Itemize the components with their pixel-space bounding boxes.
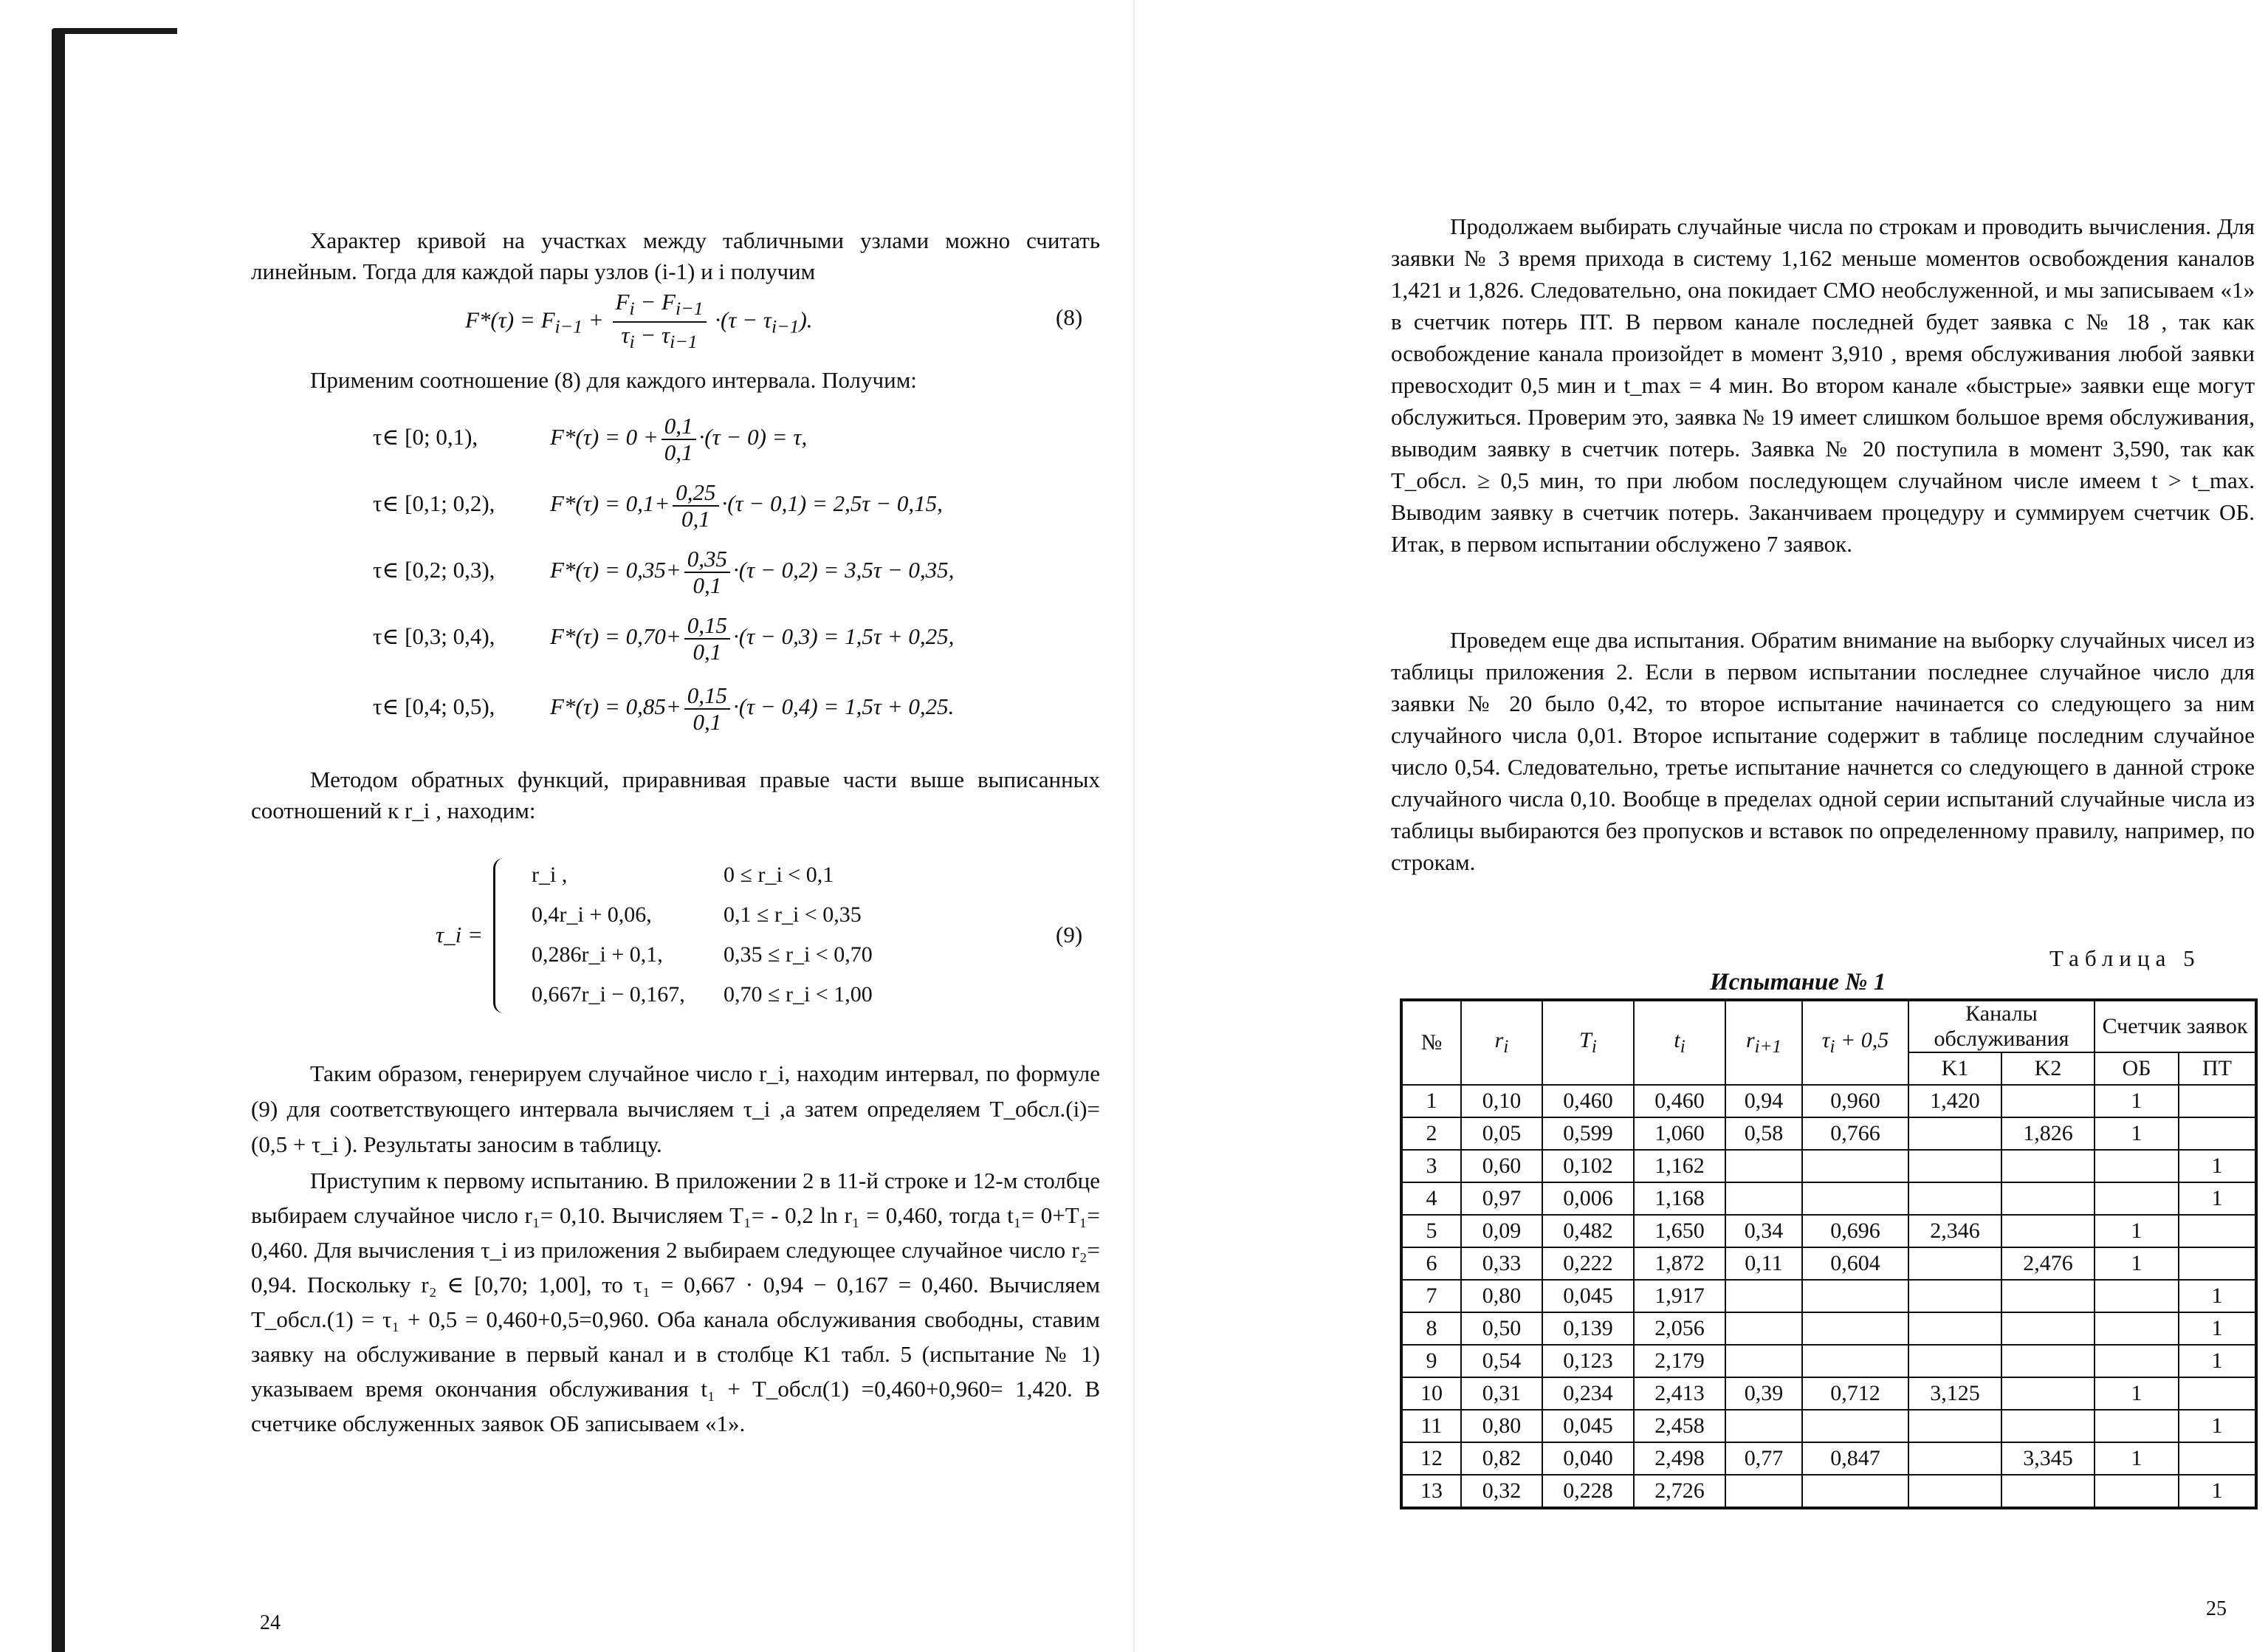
- interval-formula: [373, 613, 954, 665]
- cell-r: 0,54: [1461, 1345, 1542, 1377]
- paragraph-inverse-functions: Методом обратных функций, приравнивая правые части выше выписанных соотношений к r_i , находим:: [251, 767, 1100, 823]
- cell-t: 0,460: [1634, 1085, 1725, 1117]
- cell-pt: [2179, 1215, 2256, 1247]
- interval-formula: [373, 414, 807, 465]
- interval-range: τ∈ [0,2; 0,3),: [373, 557, 495, 583]
- cell-r-next: [1725, 1280, 1802, 1312]
- cell-num: 8: [1401, 1312, 1461, 1345]
- cell-pt: [2179, 1117, 2256, 1150]
- interval-formula: [373, 480, 943, 532]
- cell-T: 0,045: [1542, 1410, 1634, 1442]
- col-header-t: $t_i$: [1634, 1000, 1725, 1085]
- table-row: [1401, 1215, 2256, 1247]
- cell-tau: 0,847: [1802, 1442, 1908, 1475]
- cell-num: 4: [1401, 1182, 1461, 1215]
- equation-8-number: (8): [1056, 304, 1083, 330]
- fraction-denominator: 0,1: [664, 439, 693, 465]
- cell-k2: 3,345: [2001, 1442, 2095, 1475]
- interval-lhs: F*(τ) = 0,85+: [550, 693, 681, 720]
- cell-num: 6: [1401, 1247, 1461, 1280]
- cell-num: 3: [1401, 1150, 1461, 1182]
- cell-pt: 1: [2179, 1475, 2256, 1508]
- cell-k2: [2001, 1312, 2095, 1345]
- cell-pt: [2179, 1247, 2256, 1280]
- cell-r: 0,33: [1461, 1247, 1542, 1280]
- cell-pt: [2179, 1442, 2256, 1475]
- col-header-r-next: $r_{i+1}$: [1725, 1000, 1802, 1085]
- cell-ob: 1: [2095, 1247, 2179, 1280]
- table-row: [1401, 1312, 2256, 1345]
- cell-r-next: [1725, 1312, 1802, 1345]
- cell-k1: [1908, 1475, 2001, 1508]
- cell-t: 2,413: [1634, 1377, 1725, 1410]
- cell-tau: 0,766: [1802, 1117, 1908, 1150]
- cell-ob: 1: [2095, 1085, 2179, 1117]
- table-row: [1401, 1410, 2256, 1442]
- table-subtitle: Испытание № 1: [1710, 969, 1886, 995]
- cell-pt: 1: [2179, 1150, 2256, 1182]
- cell-r-next: [1725, 1345, 1802, 1377]
- cell-k2: 1,826: [2001, 1117, 2095, 1150]
- cell-num: 5: [1401, 1215, 1461, 1247]
- interval-rhs: ·(τ − 0,1) = 2,5τ − 0,15,: [721, 490, 943, 517]
- cell-pt: 1: [2179, 1182, 2256, 1215]
- cell-r: 0,31: [1461, 1377, 1542, 1410]
- cell-r-next: 0,39: [1725, 1377, 1802, 1410]
- cell-k1: [1908, 1247, 2001, 1280]
- cell-r-next: 0,77: [1725, 1442, 1802, 1475]
- cell-r: 0,32: [1461, 1475, 1542, 1508]
- fraction-numerator: 0,1: [662, 414, 696, 440]
- cell-r-next: 0,58: [1725, 1117, 1802, 1150]
- cell-pt: 1: [2179, 1345, 2256, 1377]
- cell-T: 0,222: [1542, 1247, 1634, 1280]
- col-header-ob: ОБ: [2095, 1052, 2179, 1085]
- case-condition: 0,1 ≤ r_i < 0,35: [724, 902, 862, 927]
- cell-ob: [2095, 1410, 2179, 1442]
- cell-k1: [1908, 1117, 2001, 1150]
- table-row: [1401, 1475, 2256, 1508]
- cell-T: 0,234: [1542, 1377, 1634, 1410]
- cell-k2: [2001, 1150, 2095, 1182]
- cell-k1: [1908, 1312, 2001, 1345]
- cell-tau: [1802, 1280, 1908, 1312]
- cell-tau: 0,712: [1802, 1377, 1908, 1410]
- cell-r-next: [1725, 1182, 1802, 1215]
- cell-k1: [1908, 1442, 2001, 1475]
- table-row: [1401, 1150, 2256, 1182]
- case-expression: 0,4r_i + 0,06,: [532, 902, 652, 927]
- cell-pt: 1: [2179, 1312, 2256, 1345]
- table-row: [1401, 1345, 2256, 1377]
- cell-tau: [1802, 1312, 1908, 1345]
- cell-k1: 2,346: [1908, 1215, 2001, 1247]
- cell-pt: 1: [2179, 1280, 2256, 1312]
- paragraph-continue-selection: Продолжаем выбирать случайные числа по строкам и проводить вычисления. Для заявки № 3 время прихода в систему 1,162 меньше моментов освобождения каналов 1,421 и 1,826. Следовательно, она покидает СМО необслуженной, и мы записываем «1» в счетчик потерь ПТ. В первом канале последней будет заявка с № 18 , так как освобождение канала произойдет в момент 3,910 , время обслуживания любой заявки превосходит 0,5 мин и t_max = 4 мин. Во втором канале «быстрые» заявки еще могут обслужиться. Проверим это, заявка № 19 имеет слишком большое время обслуживания, выводим заявку в счетчик потерь. Заявка № 20 поступила в момент 3,590, так как T_обсл. ≥ 0,5 мин, то при любом последующем случайном числе имеем t > t_max. Выводим заявку в счетчик потерь. Заканчиваем процедуру и суммируем счетчик ОБ. Итак, в первом испытании обслужено 7 заявок.: [1391, 213, 2255, 557]
- table-row: [1401, 1117, 2256, 1150]
- paragraph-more-trials: Проведем еще два испытания. Обратим внимание на выборку случайных чисел из таблицы приложения 2. Если в первом испытании последнее случайное число для заявки № 20 было 0,42, то второе испытание начинается со следующего за ним случайного числа 0,01. Второе испытание содержит в таблице последним случайное число 0,54. Следовательно, третье испытание начнется со следующего в данной строке случайного числа 0,10. Вообще в пределах одной серии испытаний случайные числа из таблицы выбираются без пропусков и вставок по определенному правилу, например, по строкам.: [1391, 627, 2255, 875]
- col-header-tau: $\tau_i + 0,5$: [1802, 1000, 1908, 1085]
- interval-range: τ∈ [0; 0,1),: [373, 424, 478, 450]
- table-label: Таблица 5: [2049, 945, 2201, 971]
- cell-tau: [1802, 1475, 1908, 1508]
- cell-T: 0,045: [1542, 1280, 1634, 1312]
- cell-ob: [2095, 1312, 2179, 1345]
- cell-T: 0,599: [1542, 1117, 1634, 1150]
- cell-tau: [1802, 1410, 1908, 1442]
- interval-rhs: ·(τ − 0) = τ,: [698, 424, 808, 450]
- fraction-numerator: 0,15: [684, 683, 730, 710]
- cell-tau: 0,960: [1802, 1085, 1908, 1117]
- cell-k1: [1908, 1182, 2001, 1215]
- cell-T: 0,482: [1542, 1215, 1634, 1247]
- case-expression: 0,286r_i + 0,1,: [532, 942, 663, 967]
- interval-range: τ∈ [0,3; 0,4),: [373, 623, 495, 650]
- cell-r-next: [1725, 1410, 1802, 1442]
- cell-k1: 3,125: [1908, 1377, 2001, 1410]
- cell-k1: [1908, 1410, 2001, 1442]
- cell-T: 0,006: [1542, 1182, 1634, 1215]
- cell-k2: [2001, 1475, 2095, 1508]
- cell-ob: 1: [2095, 1215, 2179, 1247]
- table-row: [1401, 1085, 2256, 1117]
- fraction-denominator: 0,1: [693, 709, 722, 735]
- cell-k2: [2001, 1377, 2095, 1410]
- cell-k2: [2001, 1215, 2095, 1247]
- col-header-counter: Счетчик заявок: [2095, 1000, 2256, 1052]
- cell-t: 2,179: [1634, 1345, 1725, 1377]
- cell-t: 1,060: [1634, 1117, 1725, 1150]
- paragraph-apply-relation: Применим соотношение (8) для каждого интервала. Получим:: [310, 367, 917, 393]
- cell-num: 2: [1401, 1117, 1461, 1150]
- case-condition: 0,70 ≤ r_i < 1,00: [724, 982, 873, 1007]
- cell-r: 0,05: [1461, 1117, 1542, 1150]
- cell-k1: 1,420: [1908, 1085, 2001, 1117]
- table-row: [1401, 1280, 2256, 1312]
- case-expression: r_i ,: [532, 863, 568, 887]
- trial-table: [1400, 998, 2258, 1509]
- col-header-k1: K1: [1908, 1052, 2001, 1085]
- cell-t: 2,498: [1634, 1442, 1725, 1475]
- case-condition: 0 ≤ r_i < 0,1: [724, 863, 834, 887]
- cell-num: 13: [1401, 1475, 1461, 1508]
- case-condition: 0,35 ≤ r_i < 0,70: [724, 942, 873, 967]
- interval-fraction: [684, 546, 730, 598]
- cell-T: 0,228: [1542, 1475, 1634, 1508]
- cell-k2: [2001, 1280, 2095, 1312]
- cell-r: 0,60: [1461, 1150, 1542, 1182]
- cell-T: 0,040: [1542, 1442, 1634, 1475]
- interval-lhs: F*(τ) = 0,70+: [550, 623, 681, 650]
- cell-t: 1,872: [1634, 1247, 1725, 1280]
- equation-9-number: (9): [1056, 922, 1083, 947]
- table-row: [1401, 1377, 2256, 1410]
- fraction-numerator: 0,35: [684, 546, 730, 573]
- cell-t: 2,726: [1634, 1475, 1725, 1508]
- cell-k2: [2001, 1410, 2095, 1442]
- cell-t: 1,168: [1634, 1182, 1725, 1215]
- cell-T: 0,102: [1542, 1150, 1634, 1182]
- cell-tau: 0,604: [1802, 1247, 1908, 1280]
- cell-k2: 2,476: [2001, 1247, 2095, 1280]
- paragraph-generation-procedure: Таким образом, генерируем случайное число r_i, находим интервал, по формуле (9) для соответствующего интервала вычисляем τ_i ,а затем определяем T_обсл.(i)= (0,5 + τ_i ). Результаты заносим в таблицу.: [251, 1060, 1100, 1157]
- cell-r-next: [1725, 1150, 1802, 1182]
- cell-num: 12: [1401, 1442, 1461, 1475]
- cell-r: 0,97: [1461, 1182, 1542, 1215]
- cell-ob: [2095, 1182, 2179, 1215]
- page-number-right: 25: [2206, 1597, 2227, 1620]
- col-header-num: №: [1401, 1000, 1461, 1085]
- cell-t: 1,650: [1634, 1215, 1725, 1247]
- cell-ob: [2095, 1150, 2179, 1182]
- cell-r-next: [1725, 1475, 1802, 1508]
- paragraph-curve-character: Характер кривой на участках между табличными узлами можно считать линейным. Тогда для каждой пары узлов (i-1) и i получим: [251, 227, 1100, 284]
- col-header-pt: ПТ: [2179, 1052, 2256, 1085]
- cell-ob: 1: [2095, 1117, 2179, 1150]
- cell-k1: [1908, 1150, 2001, 1182]
- cell-num: 11: [1401, 1410, 1461, 1442]
- equation-9-brace: [493, 858, 513, 1013]
- cell-ob: 1: [2095, 1442, 2179, 1475]
- cell-k2: [2001, 1182, 2095, 1215]
- cell-r: 0,50: [1461, 1312, 1542, 1345]
- interval-range: τ∈ [0,1; 0,2),: [373, 490, 495, 517]
- cell-r: 0,80: [1461, 1410, 1542, 1442]
- col-header-T: $T_i$: [1542, 1000, 1634, 1085]
- fraction-denominator: 0,1: [693, 572, 722, 598]
- cell-ob: [2095, 1475, 2179, 1508]
- interval-formula: [373, 683, 954, 735]
- cell-r: 0,09: [1461, 1215, 1542, 1247]
- cell-r-next: 0,34: [1725, 1215, 1802, 1247]
- cell-t: 2,056: [1634, 1312, 1725, 1345]
- cell-num: 1: [1401, 1085, 1461, 1117]
- cell-num: 7: [1401, 1280, 1461, 1312]
- fraction-numerator: 0,25: [673, 480, 718, 507]
- interval-formula: [373, 546, 954, 598]
- equation-9-lhs: τ_i =: [436, 922, 483, 947]
- cell-ob: [2095, 1345, 2179, 1377]
- cell-k2: [2001, 1085, 2095, 1117]
- table-row: [1401, 1182, 2256, 1215]
- cell-r-next: 0,11: [1725, 1247, 1802, 1280]
- col-header-channels: Каналы обслуживания: [1908, 1000, 2095, 1052]
- cell-pt: 1: [2179, 1410, 2256, 1442]
- cell-ob: 1: [2095, 1377, 2179, 1410]
- interval-fraction: [684, 683, 730, 735]
- cell-k2: [2001, 1345, 2095, 1377]
- cell-T: 0,460: [1542, 1085, 1634, 1117]
- cell-t: 2,458: [1634, 1410, 1725, 1442]
- cell-T: 0,139: [1542, 1312, 1634, 1345]
- interval-lhs: F*(τ) = 0,35+: [550, 557, 681, 583]
- cell-r: 0,10: [1461, 1085, 1542, 1117]
- case-expression: 0,667r_i − 0,167,: [532, 982, 685, 1007]
- interval-lhs: F*(τ) = 0 +: [550, 424, 659, 450]
- interval-fraction: [662, 414, 696, 465]
- cell-num: 9: [1401, 1345, 1461, 1377]
- cell-tau: [1802, 1182, 1908, 1215]
- cell-T: 0,123: [1542, 1345, 1634, 1377]
- equation-8: $F*(\tau) = F_{i-1}$ + $\frac{F_i - F_{i-1}}{\tau_i - \tau_{i-1}}$ $\cdot(\tau - \tau_{i-1})$.: [465, 289, 813, 353]
- page-number-left: 24: [260, 1611, 281, 1634]
- fraction-denominator: 0,1: [693, 639, 722, 665]
- cell-pt: [2179, 1085, 2256, 1117]
- cell-num: 10: [1401, 1377, 1461, 1410]
- interval-range: τ∈ [0,4; 0,5),: [373, 693, 495, 720]
- fraction-numerator: 0,15: [684, 613, 730, 640]
- cell-k1: [1908, 1280, 2001, 1312]
- table-row: [1401, 1247, 2256, 1280]
- paragraph-first-trial: Приступим к первому испытанию. В приложении 2 в 11-й строке и 12-м столбце выбираем случайное число r₁= 0,10. Вычисляем T₁= - 0,2 ln r₁ = 0,460, тогда t₁= 0+T₁= 0,460. Для вычисления τ_i из приложения 2 выбираем следующее случайное число r₂= 0,94. Поскольку r₂ ∈ [0,70; 1,00], то τ₁ = 0,667 · 0,94 − 0,167 = 0,460. Вычисляем T_обсл.(1) = τ₁ + 0,5 = 0,460+0,5=0,960. Оба канала обслуживания свободны, ставим заявку на обслуживание в первый канал и в столбце K1 табл. 5 (испытание № 1) указываем время окончания обслуживания t₁ + T_обсл(1) =0,460+0,960= 1,420. В счетчике обслуженных заявок ОБ записываем «1».: [251, 1168, 1100, 1436]
- cell-ob: [2095, 1280, 2179, 1312]
- interval-rhs: ·(τ − 0,2) = 3,5τ − 0,35,: [733, 557, 955, 583]
- cell-pt: [2179, 1377, 2256, 1410]
- cell-tau: [1802, 1345, 1908, 1377]
- cell-tau: [1802, 1150, 1908, 1182]
- table-row: [1401, 1442, 2256, 1475]
- interval-fraction: [673, 480, 718, 532]
- interval-rhs: ·(τ − 0,4) = 1,5τ + 0,25.: [733, 693, 955, 720]
- fraction-denominator: 0,1: [681, 506, 710, 532]
- cell-r: 0,80: [1461, 1280, 1542, 1312]
- interval-rhs: ·(τ − 0,3) = 1,5τ + 0,25,: [733, 623, 955, 650]
- col-header-r: $r_i$: [1461, 1000, 1542, 1085]
- cell-k1: [1908, 1345, 2001, 1377]
- cell-r-next: 0,94: [1725, 1085, 1802, 1117]
- interval-fraction: [684, 613, 730, 665]
- cell-r: 0,82: [1461, 1442, 1542, 1475]
- col-header-k2: K2: [2001, 1052, 2095, 1085]
- cell-t: 1,162: [1634, 1150, 1725, 1182]
- cell-tau: 0,696: [1802, 1215, 1908, 1247]
- interval-lhs: F*(τ) = 0,1+: [550, 490, 670, 517]
- cell-t: 1,917: [1634, 1280, 1725, 1312]
